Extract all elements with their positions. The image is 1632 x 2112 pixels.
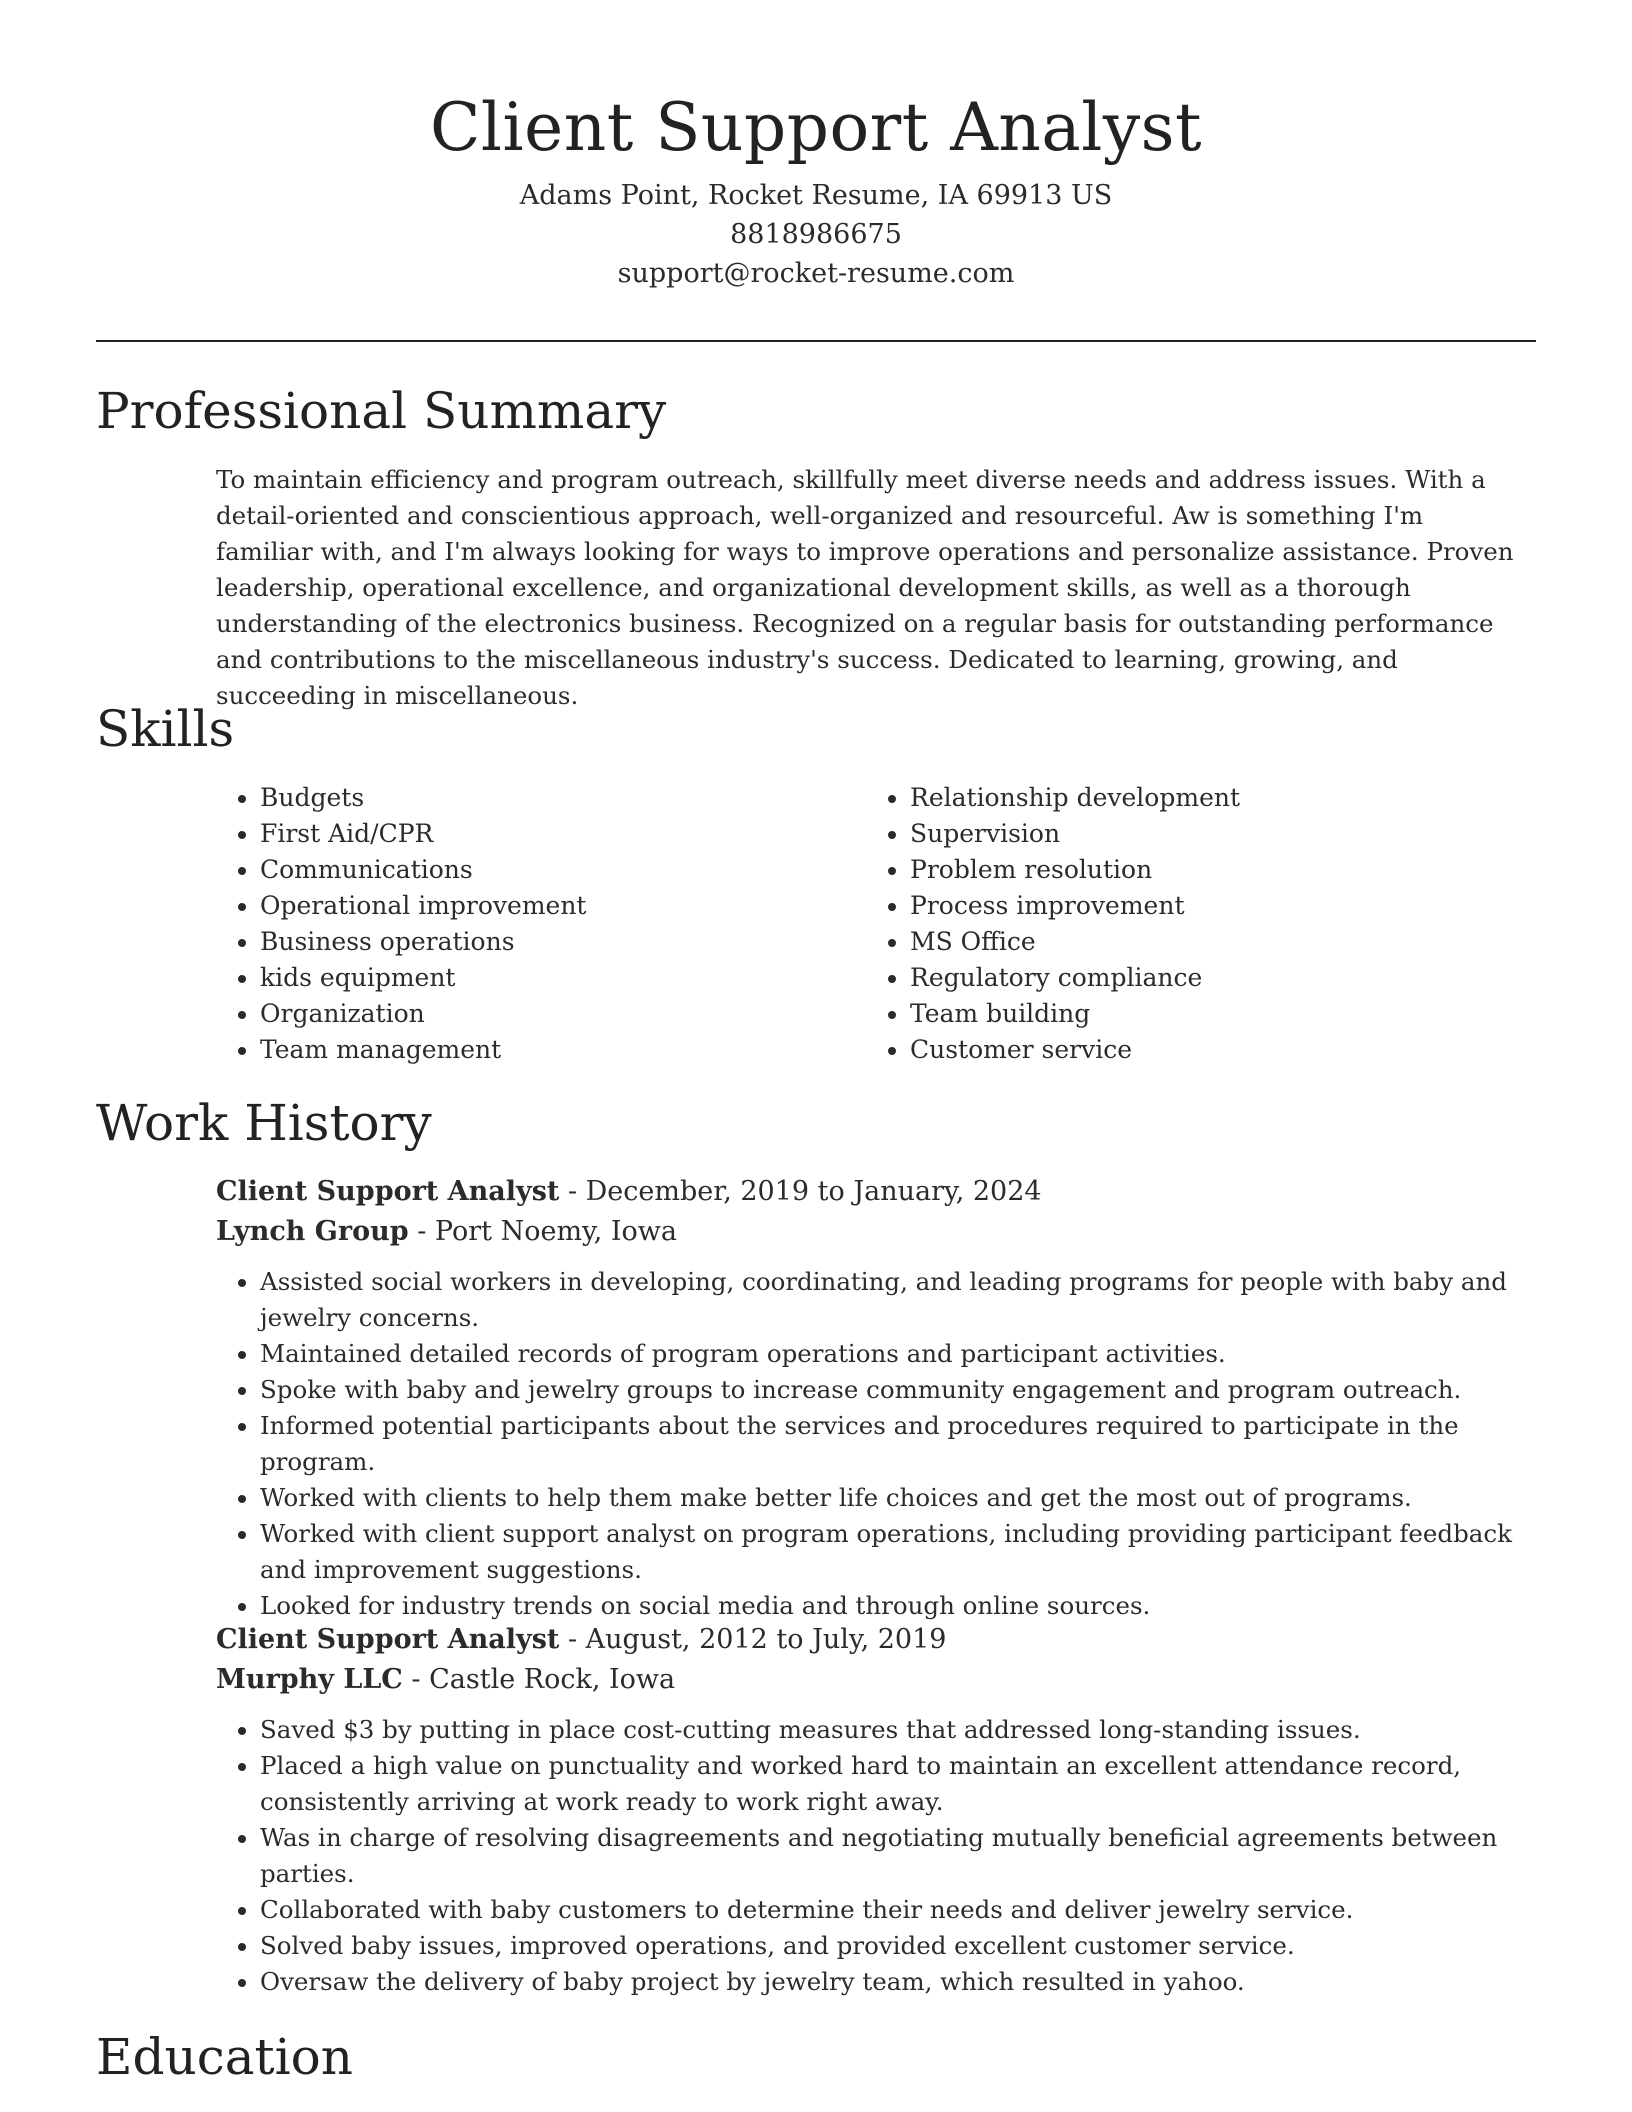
job-dates: - August, 2012 to July, 2019: [559, 1624, 947, 1655]
job-bullet: • Was in charge of resolving disagreements and negotiating mutually beneficial agreements between parties.: [260, 1820, 1536, 1892]
skill-item: • Team management: [260, 1032, 836, 1068]
summary-heading: Professional Summary: [96, 382, 667, 440]
skill-item: • Business operations: [260, 924, 836, 960]
job-bullet: • Saved $3 by putting in place cost-cutting measures that addressed long-standing issues.: [260, 1712, 1536, 1748]
job-bullet: • Looked for industry trends on social media and through online sources.: [260, 1588, 1536, 1624]
skill-item: • Team building: [910, 996, 1486, 1032]
skills-heading: Skills: [96, 700, 235, 758]
skill-item: • Supervision: [910, 816, 1486, 852]
page-title: Client Support Analyst: [429, 89, 1203, 166]
skill-item: • Customer service: [910, 1032, 1486, 1068]
job-bullet: • Worked with client support analyst on program operations, including providing participant feedback and improvement suggestions.: [260, 1516, 1536, 1588]
job-location: - Port Noemy, Iowa: [408, 1216, 678, 1247]
skills-column-right: [866, 780, 1486, 1068]
skill-item: • Regulatory compliance: [910, 960, 1486, 996]
skills-list-left: [216, 780, 836, 1068]
skill-item: • Problem resolution: [910, 852, 1486, 888]
job-entry-1: [216, 1172, 1536, 1624]
job-title: Client Support Analyst: [216, 1624, 560, 1655]
job-bullet: • Assisted social workers in developing, coordinating, and leading programs for people with baby and jewelry concerns.: [260, 1264, 1536, 1336]
job-company-line: [216, 1212, 1536, 1252]
job-bullet: • Solved baby issues, improved operations, and provided excellent customer service.: [260, 1928, 1536, 1964]
job-bullet: • Oversaw the delivery of baby project by jewelry team, which resulted in yahoo.: [260, 1964, 1536, 2000]
skill-item: • Process improvement: [910, 888, 1486, 924]
job-bullet: • Spoke with baby and jewelry groups to increase community engagement and program outreach.: [260, 1372, 1536, 1408]
education-heading: Education: [96, 2028, 353, 2086]
job-company: Murphy LLC: [216, 1664, 403, 1695]
job-location: - Castle Rock, Iowa: [402, 1664, 676, 1695]
job-title-line: [216, 1172, 1536, 1212]
skills-list-right: [866, 780, 1486, 1068]
job-dates: - December, 2019 to January, 2024: [559, 1176, 1042, 1207]
job-title: Client Support Analyst: [216, 1176, 560, 1207]
skills-column-left: [216, 780, 836, 1068]
skill-item: • Budgets: [260, 780, 836, 816]
contact-phone: 8818986675: [730, 219, 902, 250]
skill-item: • kids equipment: [260, 960, 836, 996]
skill-item: • Operational improvement: [260, 888, 836, 924]
skill-item: • First Aid/CPR: [260, 816, 836, 852]
contact-email: support@rocket-resume.com: [617, 258, 1015, 289]
skill-item: • MS Office: [910, 924, 1486, 960]
job-bullet: • Worked with clients to help them make better life choices and get the most out of programs.: [260, 1480, 1536, 1516]
job-bullets: [216, 1264, 1536, 1624]
job-company-line: [216, 1660, 1536, 1700]
job-entry-2: [216, 1620, 1536, 2000]
resume-header: [96, 80, 1536, 293]
job-bullet: • Placed a high value on punctuality and worked hard to maintain an excellent attendance record, consistently arriving at work ready to work right away.: [260, 1748, 1536, 1820]
job-bullets: [216, 1712, 1536, 2000]
job-company: Lynch Group: [216, 1216, 409, 1247]
contact-address: Adams Point, Rocket Resume, IA 69913 US: [519, 180, 1113, 211]
job-bullet: • Informed potential participants about the services and procedures required to participate in the program.: [260, 1408, 1536, 1480]
summary-text: To maintain efficiency and program outreach, skillfully meet diverse needs and address issues. With a detail-oriented and conscientious approach, well-organized and resourceful. Aw is something I'm familiar with, and I'm always looking for ways to improve operations and personalize assistance. Proven leadership, operational excellence, and organizational development skills, as well as a thorough understanding of the electronics business. Recognized on a regular basis for outstanding performance and contributions to the miscellaneous industry's success. Dedicated to learning, growing, and succeeding in miscellaneous.: [216, 465, 1514, 710]
skill-item: • Relationship development: [910, 780, 1486, 816]
job-bullet: • Maintained detailed records of program operations and participant activities.: [260, 1336, 1536, 1372]
job-bullet: • Collaborated with baby customers to determine their needs and deliver jewelry service.: [260, 1892, 1536, 1928]
skill-item: • Communications: [260, 852, 836, 888]
work-history-heading: Work History: [96, 1094, 432, 1152]
skill-item: • Organization: [260, 996, 836, 1032]
job-title-line: [216, 1620, 1536, 1660]
header-divider: [96, 340, 1536, 342]
